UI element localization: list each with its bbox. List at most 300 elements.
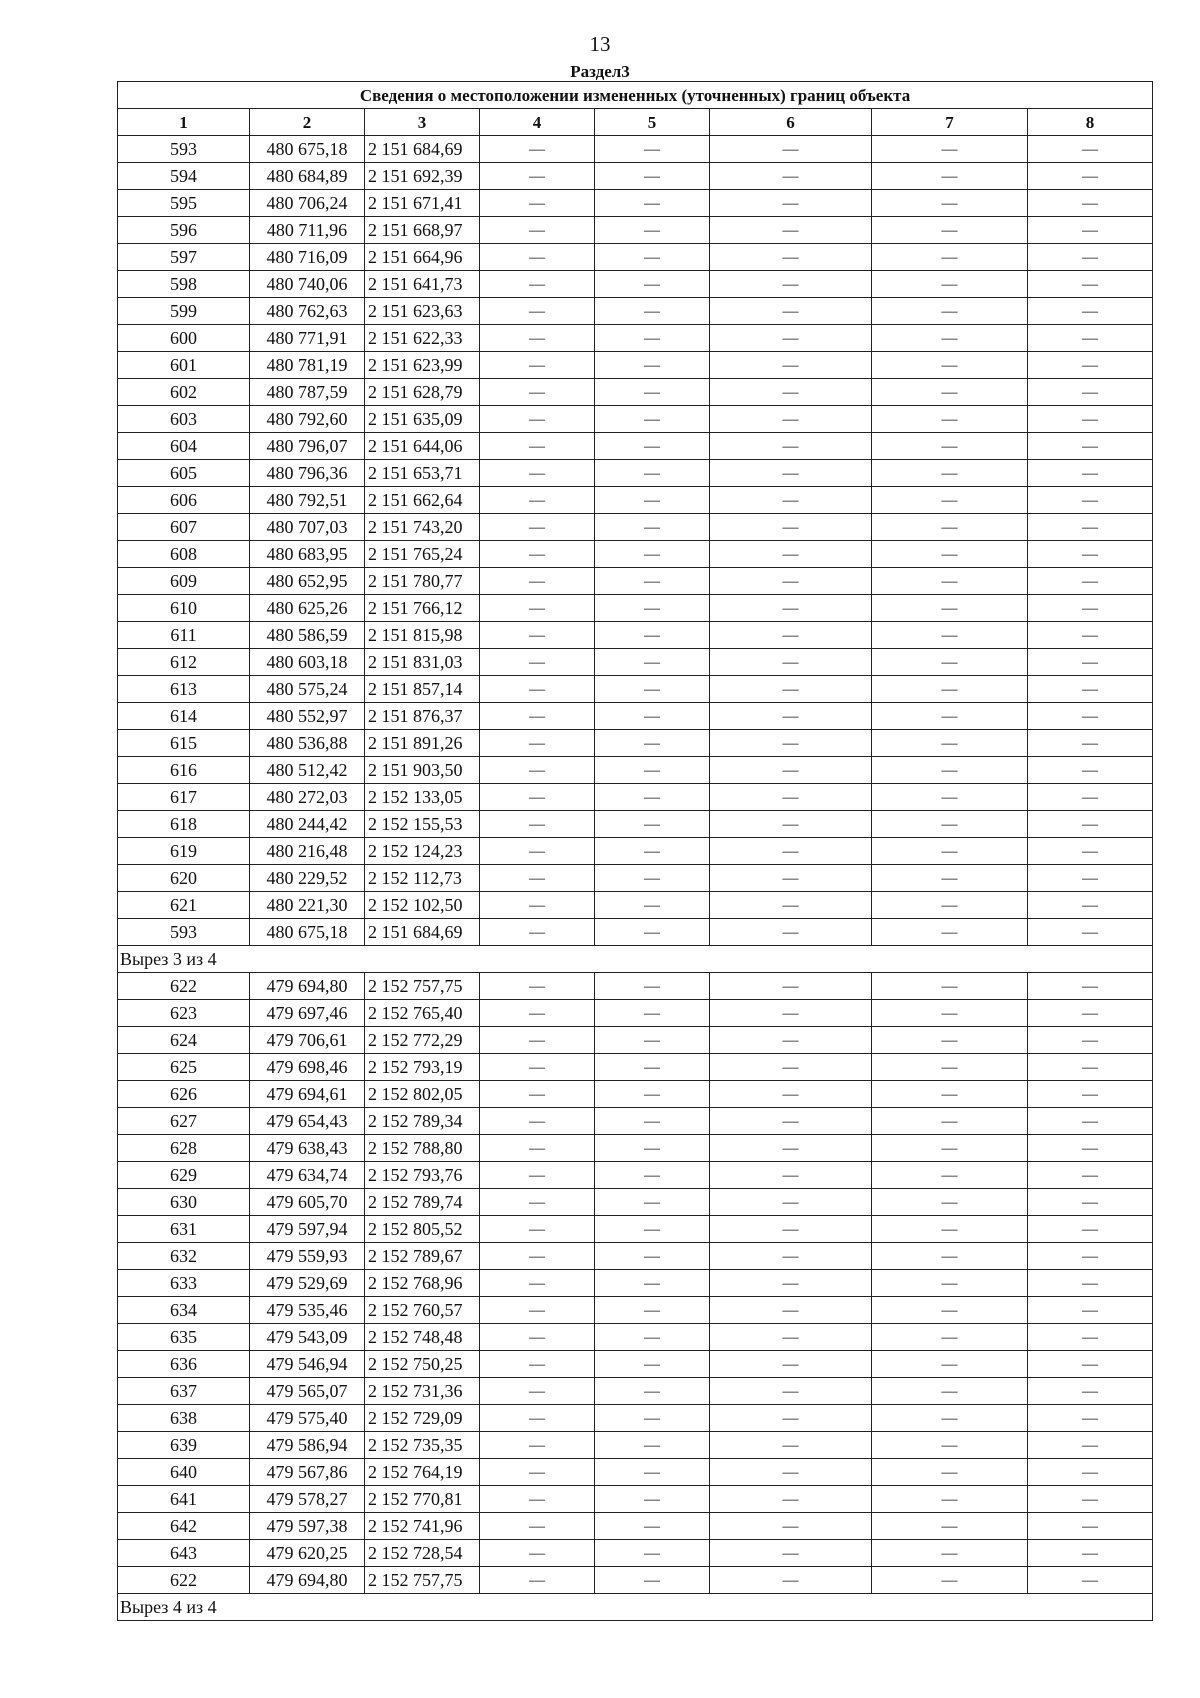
coordinate-y: 2 151 780,77 [365, 568, 480, 595]
coordinate-x: 479 575,40 [250, 1405, 365, 1432]
coordinate-y: 2 151 662,64 [365, 487, 480, 514]
empty-cell: — [480, 271, 595, 298]
empty-cell: — [595, 1216, 710, 1243]
empty-cell: — [595, 1189, 710, 1216]
coordinate-y: 2 152 112,73 [365, 865, 480, 892]
point-number: 611 [118, 622, 250, 649]
empty-cell: — [480, 1567, 595, 1594]
point-number: 609 [118, 568, 250, 595]
empty-cell: — [595, 676, 710, 703]
empty-cell: — [595, 271, 710, 298]
coordinate-y: 2 151 684,69 [365, 919, 480, 946]
point-number: 631 [118, 1216, 250, 1243]
empty-cell: — [872, 676, 1028, 703]
point-number: 638 [118, 1405, 250, 1432]
empty-cell: — [710, 730, 872, 757]
table-row [118, 892, 1153, 919]
empty-cell: — [710, 541, 872, 568]
table-row [118, 244, 1153, 271]
table-row [118, 136, 1153, 163]
coordinate-y: 2 151 623,63 [365, 298, 480, 325]
empty-cell: — [710, 973, 872, 1000]
empty-cell: — [872, 325, 1028, 352]
coordinate-y: 2 152 102,50 [365, 892, 480, 919]
coordinate-x: 480 740,06 [250, 271, 365, 298]
coordinate-y: 2 152 731,36 [365, 1378, 480, 1405]
coordinate-y: 2 151 635,09 [365, 406, 480, 433]
coordinate-x: 480 711,96 [250, 217, 365, 244]
empty-cell: — [710, 811, 872, 838]
table-row [118, 676, 1153, 703]
empty-cell: — [480, 514, 595, 541]
coordinate-x: 479 567,86 [250, 1459, 365, 1486]
coordinate-x: 480 221,30 [250, 892, 365, 919]
table-row [118, 460, 1153, 487]
coordinate-y: 2 151 903,50 [365, 757, 480, 784]
empty-cell: — [710, 1405, 872, 1432]
empty-cell: — [595, 1351, 710, 1378]
empty-cell: — [1028, 217, 1153, 244]
coordinate-x: 479 578,27 [250, 1486, 365, 1513]
empty-cell: — [872, 190, 1028, 217]
empty-cell: — [595, 568, 710, 595]
table-row [118, 1135, 1153, 1162]
cutout-label: Вырез 3 из 4 [118, 946, 1153, 973]
table-row [118, 757, 1153, 784]
empty-cell: — [872, 1081, 1028, 1108]
coordinate-y: 2 152 728,54 [365, 1540, 480, 1567]
empty-cell: — [872, 892, 1028, 919]
empty-cell: — [872, 919, 1028, 946]
empty-cell: — [1028, 649, 1153, 676]
empty-cell: — [710, 568, 872, 595]
table-row [118, 541, 1153, 568]
empty-cell: — [1028, 271, 1153, 298]
coordinate-y: 2 152 124,23 [365, 838, 480, 865]
coordinate-x: 480 792,60 [250, 406, 365, 433]
empty-cell: — [595, 406, 710, 433]
empty-cell: — [872, 460, 1028, 487]
point-number: 637 [118, 1378, 250, 1405]
coordinate-x: 479 597,38 [250, 1513, 365, 1540]
empty-cell: — [872, 622, 1028, 649]
coordinate-x: 479 654,43 [250, 1108, 365, 1135]
table-row [118, 1270, 1153, 1297]
coordinate-x: 479 586,94 [250, 1432, 365, 1459]
empty-cell: — [710, 1216, 872, 1243]
empty-cell: — [1028, 1297, 1153, 1324]
empty-cell: — [595, 1513, 710, 1540]
empty-cell: — [480, 1054, 595, 1081]
empty-cell: — [595, 1405, 710, 1432]
empty-cell: — [1028, 730, 1153, 757]
table-row [118, 1405, 1153, 1432]
empty-cell: — [480, 1243, 595, 1270]
empty-cell: — [872, 1432, 1028, 1459]
empty-cell: — [710, 1324, 872, 1351]
empty-cell: — [710, 190, 872, 217]
empty-cell: — [1028, 244, 1153, 271]
empty-cell: — [872, 595, 1028, 622]
coordinate-x: 479 546,94 [250, 1351, 365, 1378]
coordinate-x: 480 552,97 [250, 703, 365, 730]
point-number: 606 [118, 487, 250, 514]
empty-cell: — [710, 217, 872, 244]
column-number: 6 [710, 109, 872, 136]
empty-cell: — [710, 1081, 872, 1108]
table-row [118, 1513, 1153, 1540]
coordinate-x: 480 796,07 [250, 433, 365, 460]
empty-cell: — [1028, 352, 1153, 379]
empty-cell: — [480, 1405, 595, 1432]
column-number: 4 [480, 109, 595, 136]
coordinate-x: 480 706,24 [250, 190, 365, 217]
coordinate-x: 480 771,91 [250, 325, 365, 352]
coordinate-y: 2 152 735,35 [365, 1432, 480, 1459]
empty-cell: — [595, 163, 710, 190]
point-number: 598 [118, 271, 250, 298]
empty-cell: — [595, 757, 710, 784]
empty-cell: — [1028, 919, 1153, 946]
empty-cell: — [710, 1459, 872, 1486]
point-number: 643 [118, 1540, 250, 1567]
point-number: 595 [118, 190, 250, 217]
empty-cell: — [1028, 325, 1153, 352]
empty-cell: — [710, 1567, 872, 1594]
point-number: 602 [118, 379, 250, 406]
coordinate-y: 2 152 772,29 [365, 1027, 480, 1054]
coordinate-x: 480 796,36 [250, 460, 365, 487]
table-row [118, 568, 1153, 595]
coordinate-x: 480 707,03 [250, 514, 365, 541]
empty-cell: — [480, 1486, 595, 1513]
empty-cell: — [872, 730, 1028, 757]
empty-cell: — [872, 1270, 1028, 1297]
coordinate-x: 479 706,61 [250, 1027, 365, 1054]
coordinate-x: 479 638,43 [250, 1135, 365, 1162]
empty-cell: — [480, 217, 595, 244]
empty-cell: — [480, 1351, 595, 1378]
empty-cell: — [595, 190, 710, 217]
coordinate-y: 2 152 802,05 [365, 1081, 480, 1108]
empty-cell: — [595, 514, 710, 541]
empty-cell: — [480, 1000, 595, 1027]
table-row [118, 1486, 1153, 1513]
empty-cell: — [710, 838, 872, 865]
empty-cell: — [480, 919, 595, 946]
table-row [118, 919, 1153, 946]
point-number: 629 [118, 1162, 250, 1189]
coordinate-y: 2 151 644,06 [365, 433, 480, 460]
coordinate-x: 479 620,25 [250, 1540, 365, 1567]
column-number-row [118, 109, 1153, 136]
coordinate-x: 479 565,07 [250, 1378, 365, 1405]
column-number: 2 [250, 109, 365, 136]
table-row [118, 703, 1153, 730]
empty-cell: — [595, 487, 710, 514]
empty-cell: — [595, 433, 710, 460]
empty-cell: — [480, 190, 595, 217]
empty-cell: — [1028, 784, 1153, 811]
coordinate-y: 2 152 789,74 [365, 1189, 480, 1216]
empty-cell: — [710, 1378, 872, 1405]
empty-cell: — [595, 1432, 710, 1459]
point-number: 634 [118, 1297, 250, 1324]
empty-cell: — [710, 649, 872, 676]
empty-cell: — [480, 1513, 595, 1540]
empty-cell: — [1028, 163, 1153, 190]
empty-cell: — [480, 703, 595, 730]
coordinate-y: 2 151 831,03 [365, 649, 480, 676]
column-number: 1 [118, 109, 250, 136]
page-number: 13 [589, 32, 611, 56]
table-row [118, 406, 1153, 433]
empty-cell: — [872, 541, 1028, 568]
table-row [118, 1297, 1153, 1324]
coordinate-x: 480 603,18 [250, 649, 365, 676]
empty-cell: — [595, 379, 710, 406]
point-number: 622 [118, 1567, 250, 1594]
empty-cell: — [710, 1000, 872, 1027]
empty-cell: — [872, 1324, 1028, 1351]
coordinate-x: 479 597,94 [250, 1216, 365, 1243]
coordinate-y: 2 152 788,80 [365, 1135, 480, 1162]
empty-cell: — [710, 1432, 872, 1459]
table-row [118, 1081, 1153, 1108]
coordinate-y: 2 152 805,52 [365, 1216, 480, 1243]
point-number: 613 [118, 676, 250, 703]
coordinate-y: 2 151 743,20 [365, 514, 480, 541]
point-number: 625 [118, 1054, 250, 1081]
empty-cell: — [595, 595, 710, 622]
empty-cell: — [710, 1189, 872, 1216]
boundary-coordinates-table [117, 81, 1153, 1621]
empty-cell: — [710, 271, 872, 298]
table-row [118, 163, 1153, 190]
point-number: 627 [118, 1108, 250, 1135]
coordinate-x: 479 694,61 [250, 1081, 365, 1108]
empty-cell: — [710, 325, 872, 352]
empty-cell: — [710, 784, 872, 811]
empty-cell: — [1028, 406, 1153, 433]
empty-cell: — [1028, 1054, 1153, 1081]
empty-cell: — [872, 217, 1028, 244]
table-row [118, 1162, 1153, 1189]
empty-cell: — [872, 1405, 1028, 1432]
empty-cell: — [1028, 838, 1153, 865]
coordinate-x: 480 652,95 [250, 568, 365, 595]
empty-cell: — [1028, 1243, 1153, 1270]
table-row [118, 514, 1153, 541]
table-row [118, 649, 1153, 676]
empty-cell: — [595, 325, 710, 352]
point-number: 601 [118, 352, 250, 379]
cutout-separator-row [118, 946, 1153, 973]
table-row [118, 1459, 1153, 1486]
point-number: 607 [118, 514, 250, 541]
coordinate-y: 2 152 765,40 [365, 1000, 480, 1027]
empty-cell: — [1028, 676, 1153, 703]
empty-cell: — [480, 1432, 595, 1459]
point-number: 616 [118, 757, 250, 784]
table-row [118, 379, 1153, 406]
empty-cell: — [595, 1000, 710, 1027]
empty-cell: — [595, 1027, 710, 1054]
empty-cell: — [480, 406, 595, 433]
empty-cell: — [872, 1567, 1028, 1594]
empty-cell: — [710, 406, 872, 433]
empty-cell: — [872, 163, 1028, 190]
empty-cell: — [872, 487, 1028, 514]
point-number: 618 [118, 811, 250, 838]
coordinate-x: 480 684,89 [250, 163, 365, 190]
empty-cell: — [595, 1459, 710, 1486]
coordinate-y: 2 152 741,96 [365, 1513, 480, 1540]
empty-cell: — [595, 217, 710, 244]
point-number: 610 [118, 595, 250, 622]
empty-cell: — [480, 1081, 595, 1108]
empty-cell: — [872, 1351, 1028, 1378]
empty-cell: — [595, 1297, 710, 1324]
coordinate-x: 479 529,69 [250, 1270, 365, 1297]
table-row [118, 190, 1153, 217]
empty-cell: — [595, 352, 710, 379]
empty-cell: — [1028, 1000, 1153, 1027]
empty-cell: — [1028, 1432, 1153, 1459]
empty-cell: — [595, 244, 710, 271]
empty-cell: — [480, 1378, 595, 1405]
table-row [118, 298, 1153, 325]
coordinate-x: 479 694,80 [250, 973, 365, 1000]
coordinate-x: 480 792,51 [250, 487, 365, 514]
empty-cell: — [710, 163, 872, 190]
empty-cell: — [1028, 973, 1153, 1000]
empty-cell: — [595, 622, 710, 649]
empty-cell: — [480, 487, 595, 514]
empty-cell: — [595, 973, 710, 1000]
empty-cell: — [480, 1540, 595, 1567]
empty-cell: — [1028, 541, 1153, 568]
table-row [118, 595, 1153, 622]
coordinate-y: 2 151 692,39 [365, 163, 480, 190]
empty-cell: — [480, 298, 595, 325]
empty-cell: — [872, 784, 1028, 811]
empty-cell: — [480, 757, 595, 784]
empty-cell: — [710, 919, 872, 946]
empty-cell: — [710, 487, 872, 514]
table-row [118, 1108, 1153, 1135]
empty-cell: — [872, 1000, 1028, 1027]
empty-cell: — [595, 1324, 710, 1351]
point-number: 621 [118, 892, 250, 919]
empty-cell: — [595, 1567, 710, 1594]
coordinate-x: 480 675,18 [250, 919, 365, 946]
point-number: 617 [118, 784, 250, 811]
table-row [118, 1243, 1153, 1270]
point-number: 639 [118, 1432, 250, 1459]
empty-cell: — [595, 649, 710, 676]
table-row [118, 1432, 1153, 1459]
empty-cell: — [710, 514, 872, 541]
empty-cell: — [1028, 757, 1153, 784]
empty-cell: — [710, 1135, 872, 1162]
table-row [118, 1378, 1153, 1405]
coordinate-x: 480 512,42 [250, 757, 365, 784]
empty-cell: — [480, 784, 595, 811]
coordinate-x: 480 781,19 [250, 352, 365, 379]
coordinate-y: 2 151 857,14 [365, 676, 480, 703]
empty-cell: — [710, 433, 872, 460]
point-number: 603 [118, 406, 250, 433]
table-row [118, 811, 1153, 838]
empty-cell: — [480, 1216, 595, 1243]
point-number: 623 [118, 1000, 250, 1027]
coordinate-x: 480 716,09 [250, 244, 365, 271]
coordinate-y: 2 151 653,71 [365, 460, 480, 487]
table-row [118, 1054, 1153, 1081]
coordinate-x: 480 683,95 [250, 541, 365, 568]
empty-cell: — [710, 757, 872, 784]
empty-cell: — [595, 1135, 710, 1162]
coordinate-y: 2 151 622,33 [365, 325, 480, 352]
empty-cell: — [710, 1162, 872, 1189]
coordinate-x: 479 697,46 [250, 1000, 365, 1027]
column-number: 3 [365, 109, 480, 136]
empty-cell: — [1028, 460, 1153, 487]
empty-cell: — [480, 460, 595, 487]
point-number: 624 [118, 1027, 250, 1054]
coordinate-y: 2 152 133,05 [365, 784, 480, 811]
empty-cell: — [595, 865, 710, 892]
point-number: 632 [118, 1243, 250, 1270]
empty-cell: — [710, 1243, 872, 1270]
empty-cell: — [710, 352, 872, 379]
empty-cell: — [1028, 865, 1153, 892]
coordinate-x: 480 244,42 [250, 811, 365, 838]
coordinate-y: 2 151 684,69 [365, 136, 480, 163]
point-number: 633 [118, 1270, 250, 1297]
empty-cell: — [480, 1027, 595, 1054]
empty-cell: — [480, 838, 595, 865]
empty-cell: — [480, 325, 595, 352]
empty-cell: — [480, 433, 595, 460]
coordinate-x: 479 605,70 [250, 1189, 365, 1216]
table-row [118, 217, 1153, 244]
empty-cell: — [595, 1054, 710, 1081]
coordinate-y: 2 152 764,19 [365, 1459, 480, 1486]
empty-cell: — [1028, 514, 1153, 541]
empty-cell: — [710, 1351, 872, 1378]
empty-cell: — [710, 1108, 872, 1135]
table-row [118, 1027, 1153, 1054]
coordinate-x: 480 625,26 [250, 595, 365, 622]
empty-cell: — [480, 730, 595, 757]
table-caption: Сведения о местоположении измененных (уточненных) границ объекта [118, 82, 1153, 109]
coordinate-y: 2 152 729,09 [365, 1405, 480, 1432]
coordinate-x: 479 535,46 [250, 1297, 365, 1324]
empty-cell: — [480, 595, 595, 622]
coordinate-x: 480 216,48 [250, 838, 365, 865]
table-row [118, 1324, 1153, 1351]
empty-cell: — [710, 1027, 872, 1054]
point-number: 612 [118, 649, 250, 676]
coordinate-y: 2 152 793,76 [365, 1162, 480, 1189]
empty-cell: — [480, 973, 595, 1000]
point-number: 604 [118, 433, 250, 460]
table-row [118, 433, 1153, 460]
empty-cell: — [480, 1189, 595, 1216]
point-number: 614 [118, 703, 250, 730]
